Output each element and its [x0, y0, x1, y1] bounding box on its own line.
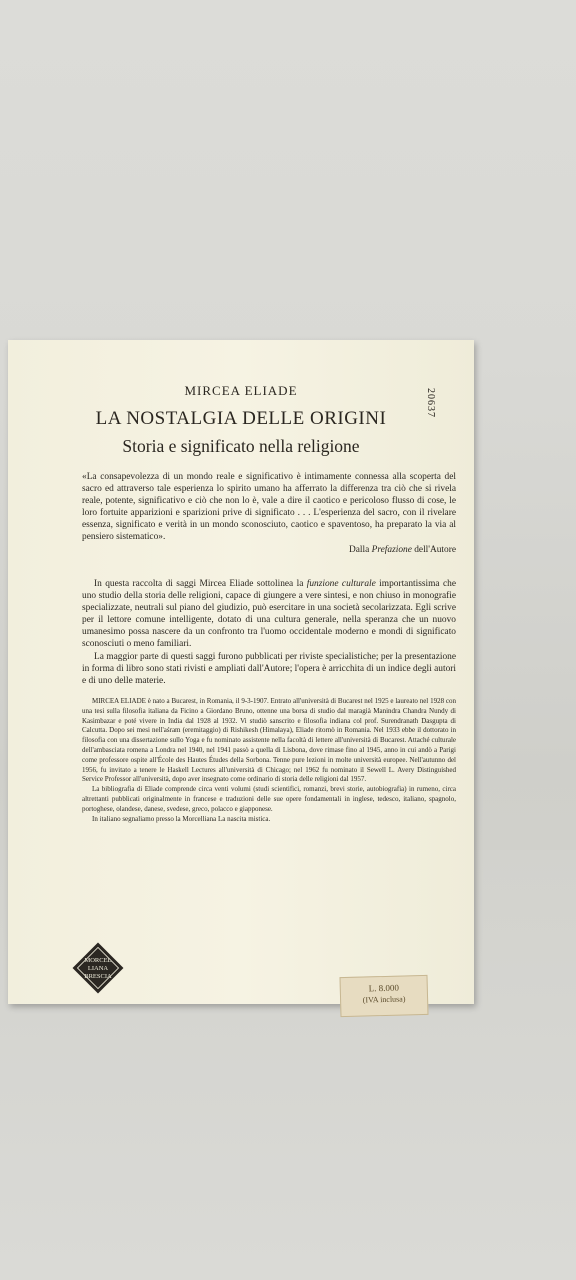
logo-text-2: LIANA — [87, 965, 109, 972]
quote-source-italic: Prefazione — [371, 544, 412, 555]
bio-paragraph-1: MIRCEA ELIADE è nato a Bucarest, in Romania, il 9-3-1907. Entrato all'università di Bucarest nel 1925 e laureato nel 1928 con una tesi sulla filosofia italiana da Ficino a Giordano Bruno, ottenne una borsa di studio dal maragià Manindra Chandra Nundy di Kasimbazar e poté vivere in India dal 1928 al 1932. Vi studiò sanscrito e filosofia indiana col prof. Surendranath Dasgupta di Calcutta. Dopo sei mesi nell'aśram (eremitaggio) di Rishikesh (Himalaya), Eliade ritornò in Romania. Nel 1933 ebbe il dottorato in filosofia con una dissertazione sullo Yoga e fu nominato assistente nella facoltà di lettere all'università di Bucarest. Attaché culturale dell'ambasciata romena a Londra nel 1940, nel 1941 passò a quella di Lisbona, dove rimase fino al 1945, anno in cui andò a Parigi come professore ospite all'École des Hautes Études della Sorbona. Tenne pure lezioni in molte università europee. Nell'autunno del 1956, fu invitato a tenere le Haskell Lectures all'università di Chicago; nel 1962 fu nominato il Sewell L. Avery Distinguished Service Professor all'università, dopo aver insegnato come ordinario di storia delle religioni dal 1957. — [82, 697, 456, 784]
essay-1a: In questa raccolta di saggi Mircea Eliade sottolinea la — [94, 579, 307, 589]
author-name: MIRCEA ELIADE — [184, 383, 298, 398]
bio-block — [82, 697, 456, 824]
spine-code: 20637 — [425, 388, 436, 418]
essay-block — [82, 578, 456, 687]
logo-text-1: MORCEL — [84, 957, 112, 964]
price-sticker — [339, 975, 428, 1017]
bio-paragraph-2: La bibliografia di Eliade comprende circa venti volumi (studi scientifici, romanzi, brevi storie, autobiografia) in rumeno, circa altrettanti pubblicati originalmente in francese e traduzioni delle sue opere fondamentali in inglese, tedesco, italiano, spagnolo, portoghese, olandese, danese, svedese, greco, polacco e giapponese. — [82, 785, 456, 813]
book-title: LA NOSTALGIA DELLE ORIGINI — [95, 408, 387, 429]
bio-paragraph-3: In italiano segnaliamo presso la Morcelliana La nascita mistica. — [92, 814, 271, 823]
price-line-2: (IVA inclusa) — [362, 994, 406, 1005]
book-subtitle: Storia e significato nella religione — [122, 436, 360, 456]
essay-1-italic: funzione culturale — [306, 579, 376, 589]
price-line-1: L. 8.000 — [368, 982, 400, 994]
logo-text-3: BRESCIA — [84, 973, 112, 980]
quote-source-prefix: Dalla — [348, 544, 372, 555]
quote-block — [82, 471, 456, 556]
essay-paragraph-2: La maggior parte di questi saggi furono pubblicati per riviste specialistiche; per la presentazione in forma di libro sono stati rivisti e ampliati dall'Autore; l'opera è arricchita di un indice degli autori e di uno delle materie. — [82, 651, 456, 686]
book-back-cover — [8, 340, 474, 1004]
publisher-logo — [68, 938, 128, 998]
essay-1b: importantissima che uno studio della storia delle religioni, capace di giungere a vere sintesi, e non chiuso in monografie specializzate, neutrali sul piano del giudizio, può esercitare in una società secolarizzata. Egli scrive per il lettore comune intelligente, dotato di una cultura generale, nella speranza che un nuovo umanesimo possa nascere da un confronto tra l'uomo occidentale moderno e mondi di significato sconosciuti o meno familiari. — [82, 579, 456, 650]
quote-source — [82, 544, 456, 556]
quote-source-suffix: dell'Autore — [411, 544, 456, 555]
essay-paragraph-1 — [82, 578, 456, 651]
quote-text: «La consapevolezza di un mondo reale e significativo è intimamente connessa alla scoperta del sacro ed attraverso tale esperienza lo spirito umano ha afferrato la differenza tra ciò che si rivela reale, potente, significativo e ciò che non lo è, vale a dire il caotico e pericoloso flusso di cose, le loro fortuite apparizioni e sparizioni prive di significato . . . L'esperienza del sacro, con il rivelare essenza, significato e verità in un mondo sconosciuto, caotico e spaventoso, ha preparato la via al pensiero sistematico». — [82, 472, 456, 543]
